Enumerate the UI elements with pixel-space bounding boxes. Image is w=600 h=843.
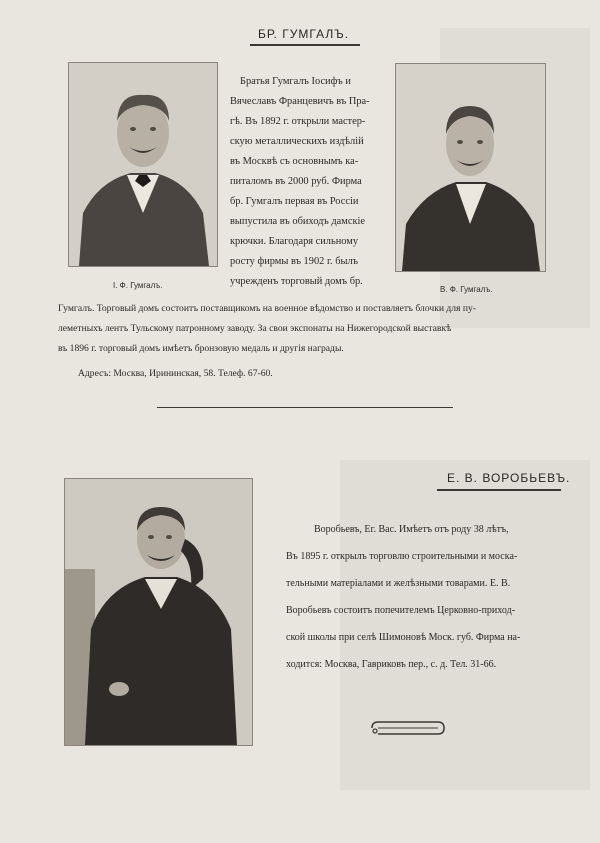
- vorobiev-text-line: ской школы при селѣ Шимоновѣ Моск. губ. Фирма на-: [286, 632, 521, 643]
- gumgal-text-line: крючки. Благодаря сильному: [230, 236, 359, 247]
- gumgal-text-line: Вячеславъ Францевичъ въ Пра-: [230, 96, 370, 107]
- vorobiev-text-line: Въ 1895 г. открылъ торговлю строительными и москa-: [286, 551, 518, 562]
- gumgal-title: БР. ГУМГАЛЪ.: [258, 27, 350, 41]
- vorobiev-text-line: тельными матерiалами и желѣзными товарами. Е. В.: [286, 578, 511, 589]
- gumgal-text-line: гѣ. Въ 1892 г. открыли мастер-: [230, 116, 366, 127]
- portrait-photo-left: [68, 62, 218, 267]
- gumgal-full-line: леметныхъ лентъ Тульскому патронному заводу. За свои экспонаты на Нижегородской выставкѣ: [58, 323, 452, 334]
- gumgal-text-line: питаломъ въ 2000 руб. Фирма: [230, 176, 362, 187]
- vorobiev-title: Е. В. ВОРОБЬЕВЪ.: [447, 471, 571, 485]
- portrait-left-illustration: [69, 63, 217, 266]
- portrait-photo-vorobiev: [64, 478, 253, 746]
- vorobiev-text-line: Воробьевъ, Ег. Вас. Имѣетъ отъ роду 38 лѣтъ,: [314, 524, 509, 535]
- gumgal-address: Адресъ: Москва, Ирининская, 58. Телеф. 67-60.: [78, 368, 273, 379]
- gumgal-full-line: въ 1896 г. торговый домъ имѣетъ бронзовую медаль и другiя награды.: [58, 343, 344, 354]
- gumgal-text-line: учрежденъ торговый домъ бр.: [230, 276, 363, 287]
- gumgal-title-underline: [250, 44, 360, 46]
- vorobiev-text-line: ходится: Москва, Гавриковъ пер., с. д. Тел. 31-66.: [286, 659, 497, 670]
- vorobiev-text-line: Воробьевъ состоитъ попечителемъ Церковно-приход-: [286, 605, 516, 616]
- gumgal-text-line: выпустила въ обиходъ дамскiе: [230, 216, 365, 227]
- portrait-right-caption: В. Ф. Гумгалъ.: [440, 285, 493, 294]
- decorative-ornament: [368, 718, 448, 738]
- portrait-photo-right: [395, 63, 546, 272]
- gumgal-text-line: скую металлическихъ издѣлiй: [230, 136, 364, 147]
- gumgal-text-line: Братья Гумгалъ Iосифъ и: [240, 76, 351, 87]
- gumgal-text-line: въ Москвѣ съ основнымъ ка-: [230, 156, 359, 167]
- vorobiev-title-underline: [437, 489, 561, 491]
- gumgal-text-line: бр. Гумгалъ первая въ Россiи: [230, 196, 359, 207]
- portrait-right-illustration: [396, 64, 545, 271]
- gumgal-text-line: росту фирмы въ 1902 г. былъ: [230, 256, 359, 267]
- bleed-through-bottom: [340, 460, 590, 790]
- portrait-left-caption: I. Ф. Гумгалъ.: [113, 281, 163, 290]
- section-divider: [157, 407, 453, 408]
- gumgal-full-line: Гумгалъ. Торговый домъ состоитъ поставщикомъ на военное вѣдомство и поставляетъ блочки для пу-: [58, 303, 476, 314]
- portrait-vorobiev-illustration: [65, 479, 252, 745]
